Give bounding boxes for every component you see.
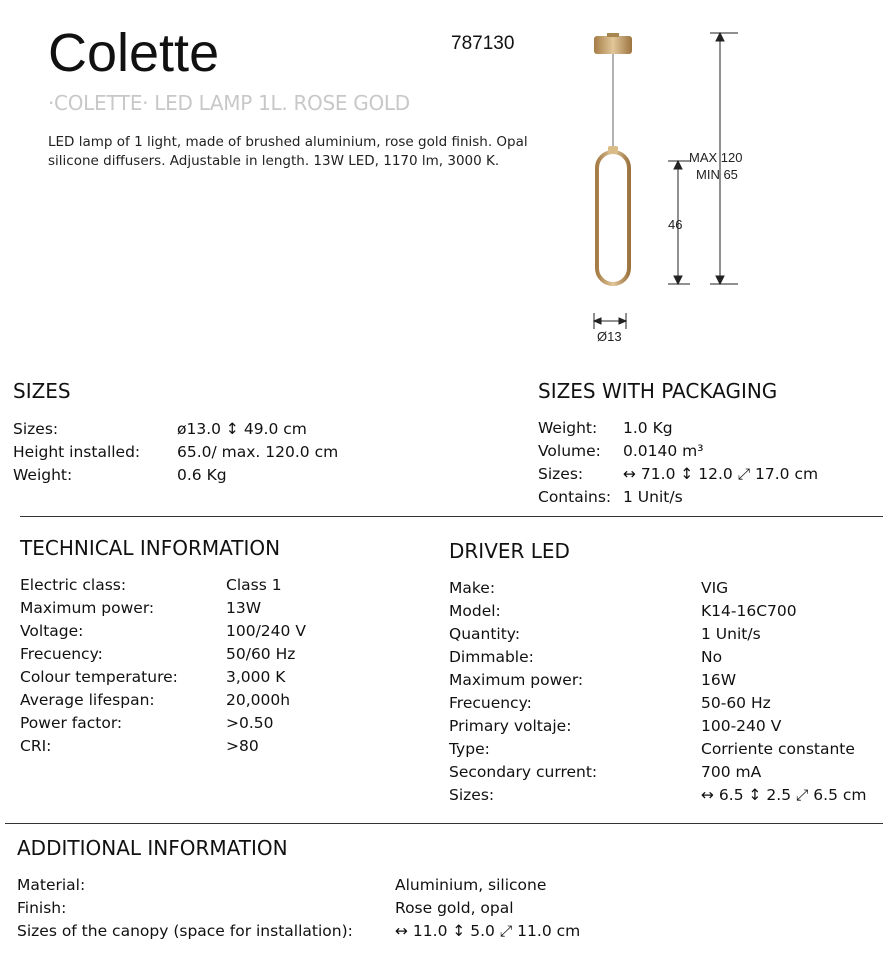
technical-heading: TECHNICAL INFORMATION xyxy=(20,536,281,560)
divider-1 xyxy=(20,516,883,517)
packaging-value-3: ↔ 71.0 ↕ 12.0 ⤢ 17.0 cm xyxy=(623,465,819,483)
technical-label-3: Voltage: xyxy=(20,622,84,640)
additional-label-2: Finish: xyxy=(17,899,67,917)
packaging-label-3: Sizes: xyxy=(538,465,584,483)
technical-value-8: >80 xyxy=(226,737,259,755)
driver-value-8: Corriente constante xyxy=(701,740,855,758)
driver-value-4: No xyxy=(701,648,723,666)
driver-value-2: K14-16C700 xyxy=(701,602,797,620)
product-code: 787130 xyxy=(451,33,515,54)
driver-label-8: Type: xyxy=(449,740,490,758)
technical-label-7: Power factor: xyxy=(20,714,123,732)
product-subtitle: ·COLETTE· LED LAMP 1L. ROSE GOLD xyxy=(48,91,410,115)
packaging-heading: SIZES WITH PACKAGING xyxy=(538,379,778,403)
driver-label-4: Dimmable: xyxy=(449,648,534,666)
max-label: MAX 120 xyxy=(689,150,743,165)
additional-heading: ADDITIONAL INFORMATION xyxy=(17,836,288,860)
packaging-value-2: 0.0140 m³ xyxy=(623,442,704,460)
packaging-value-1: 1.0 Kg xyxy=(623,419,673,437)
driver-label-5: Maximum power: xyxy=(449,671,584,689)
driver-value-5: 16W xyxy=(701,671,737,689)
driver-label-10: Sizes: xyxy=(449,786,495,804)
sizes-value-3: 0.6 Kg xyxy=(177,466,227,484)
sizes-label-3: Weight: xyxy=(13,466,73,484)
additional-label-3: Sizes of the canopy (space for installation): xyxy=(17,922,353,940)
technical-value-4: 50/60 Hz xyxy=(226,645,296,663)
technical-label-2: Maximum power: xyxy=(20,599,155,617)
driver-label-1: Make: xyxy=(449,579,496,597)
product-name: Colette xyxy=(48,23,220,83)
sizes-label-2: Height installed: xyxy=(13,443,141,461)
driver-label-7: Primary voltaje: xyxy=(449,717,572,735)
technical-value-1: Class 1 xyxy=(226,576,282,594)
diameter-label: Ø13 xyxy=(597,329,622,344)
min-label: MIN 65 xyxy=(696,167,738,182)
packaging-label-4: Contains: xyxy=(538,488,612,506)
product-description: LED lamp of 1 light, made of brushed aluminium, rose gold finish. Opal silicone diffusers. Adjustable in length. 13W LED, 1170 lm, 3000 K. xyxy=(48,134,528,169)
additional-value-3: ↔ 11.0 ↕ 5.0 ⤢ 11.0 cm xyxy=(395,922,581,940)
driver-value-9: 700 mA xyxy=(701,763,762,781)
technical-value-2: 13W xyxy=(226,599,262,617)
sizes-value-2: 65.0/ max. 120.0 cm xyxy=(177,443,339,461)
technical-label-1: Electric class: xyxy=(20,576,127,594)
sizes-value-1: ø13.0 ↕ 49.0 cm xyxy=(177,420,307,438)
driver-value-7: 100-240 V xyxy=(701,717,782,735)
driver-label-3: Quantity: xyxy=(449,625,521,643)
technical-label-8: CRI: xyxy=(20,737,52,755)
canopy-shape xyxy=(594,33,632,54)
technical-value-5: 3,000 K xyxy=(226,668,286,686)
technical-value-6: 20,000h xyxy=(226,691,291,709)
driver-value-3: 1 Unit/s xyxy=(701,625,761,643)
driver-label-9: Secondary current: xyxy=(449,763,598,781)
driver-label-6: Frecuency: xyxy=(449,694,532,712)
technical-label-4: Frecuency: xyxy=(20,645,103,663)
additional-value-2: Rose gold, opal xyxy=(395,899,514,917)
technical-label-5: Colour temperature: xyxy=(20,668,178,686)
height-label: 46 xyxy=(668,217,683,232)
divider-2 xyxy=(5,823,883,824)
driver-value-1: VIG xyxy=(701,579,729,597)
packaging-label-1: Weight: xyxy=(538,419,598,437)
sizes-label-1: Sizes: xyxy=(13,420,59,438)
sizes-heading: SIZES xyxy=(13,379,71,403)
driver-heading: DRIVER LED xyxy=(449,539,570,563)
packaging-label-2: Volume: xyxy=(538,442,601,460)
driver-value-6: 50-60 Hz xyxy=(701,694,771,712)
packaging-value-4: 1 Unit/s xyxy=(623,488,683,506)
lamp-ring-shape xyxy=(597,146,629,284)
additional-label-1: Material: xyxy=(17,876,86,894)
additional-value-1: Aluminium, silicone xyxy=(395,876,547,894)
technical-label-6: Average lifespan: xyxy=(20,691,155,709)
lamp-dimension-diagram xyxy=(570,20,770,350)
driver-label-2: Model: xyxy=(449,602,501,620)
driver-value-10: ↔ 6.5 ↕ 2.5 ⤢ 6.5 cm xyxy=(701,786,867,804)
technical-value-7: >0.50 xyxy=(226,714,274,732)
diameter-dimension xyxy=(594,313,626,329)
technical-value-3: 100/240 V xyxy=(226,622,306,640)
